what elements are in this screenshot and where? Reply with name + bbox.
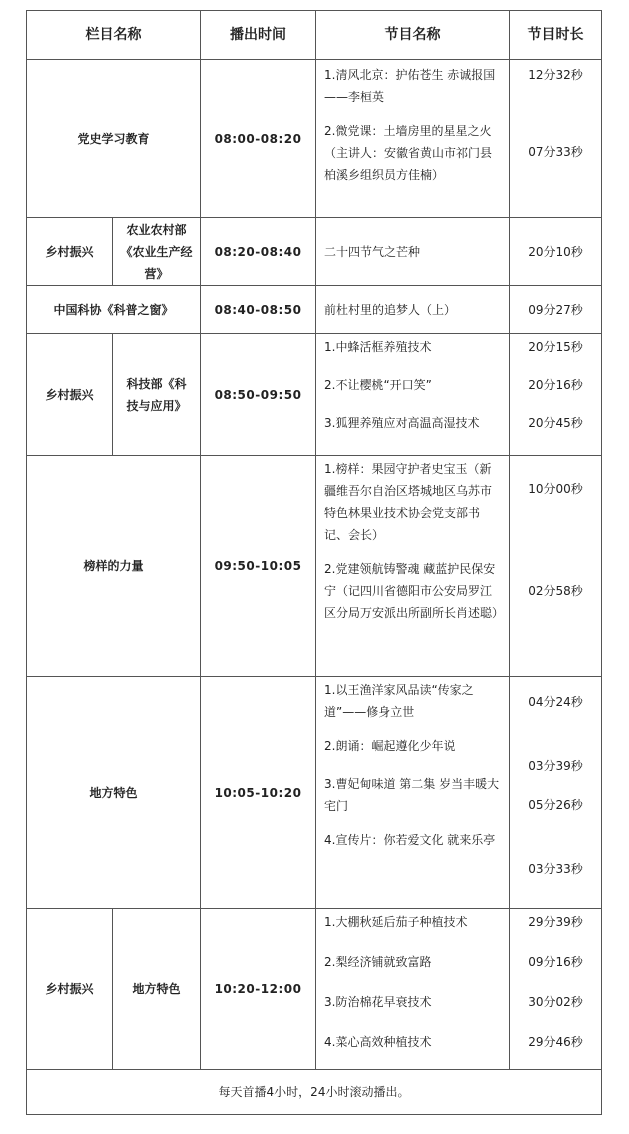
table-row [27, 677, 602, 909]
air-time-cell: 08:20-08:40 [201, 218, 316, 286]
column-name-cell: 乡村振兴 [27, 334, 113, 456]
duration-item: 10分00秒 [528, 482, 583, 496]
column-name-cell: 中国科协《科普之窗》 [27, 286, 201, 334]
column-name-cell: 地方特色 [27, 677, 201, 909]
table-row [27, 60, 602, 218]
header-program-name: 节目名称 [316, 11, 510, 60]
header-column-name: 栏目名称 [27, 11, 201, 60]
footer-note: 每天首播4小时，24小时滚动播出。 [27, 1070, 602, 1115]
duration-item: 03分39秒 [528, 759, 583, 773]
table-row [27, 456, 602, 677]
duration-item: 03分33秒 [528, 862, 583, 876]
program-item: 3.曹妃甸味道 第二集 岁当丰暖大宅门 [324, 777, 500, 813]
program-item: 1.榜样：果园守护者史宝玉（新疆维吾尔自治区塔城地区乌苏市特色林果业技术协会党支部书记、会长） [324, 462, 493, 542]
program-cell [316, 909, 510, 1070]
program-item: 2.党建领航铸警魂 藏蓝护民保安宁（记四川省德阳市公安局罗江区分局万安派出所副所长肖述聪） [324, 562, 505, 620]
table-row [27, 909, 602, 1070]
air-time-cell: 08:50-09:50 [201, 334, 316, 456]
program-item: 3.防治棉花早衰技术 [324, 995, 432, 1009]
duration-item: 07分33秒 [528, 145, 583, 159]
duration-item: 05分26秒 [528, 798, 583, 812]
duration-item: 20分10秒 [528, 244, 583, 259]
duration-item: 12分32秒 [528, 68, 583, 82]
duration-item: 09分27秒 [528, 302, 583, 317]
program-item: 前杜村里的追梦人（上） [324, 302, 457, 317]
program-item: 二十四节气之芒种 [324, 244, 421, 259]
program-item: 1.清风北京：护佑苍生 赤诚报国——李桓英 [324, 68, 496, 104]
air-time-cell: 08:00-08:20 [201, 60, 316, 218]
program-item: 2.朗诵：崛起遵化少年说 [324, 739, 456, 753]
header-air-time: 播出时间 [201, 11, 316, 60]
header-row [27, 11, 602, 60]
duration-cell [510, 286, 602, 334]
column-name-cell: 榜样的力量 [27, 456, 201, 677]
duration-cell [510, 218, 602, 286]
header-duration: 节目时长 [510, 11, 602, 60]
air-time-cell: 10:20-12:00 [201, 909, 316, 1070]
sub-column-cell: 农业农村部《农业生产经营》 [113, 218, 201, 286]
program-item: 2.不让樱桃“开口笑” [324, 378, 432, 392]
column-name-cell: 党史学习教育 [27, 60, 201, 218]
program-item: 1.以王渔洋家风品读“传家之道”——修身立世 [324, 683, 474, 719]
table-row [27, 218, 602, 286]
program-cell [316, 456, 510, 677]
program-item: 1.大棚秋延后茄子种植技术 [324, 915, 468, 929]
program-item: 2.微党课：土墙房里的星星之火（主讲人：安徽省黄山市祁门县柏溪乡组织员方佳楠） [324, 124, 493, 182]
column-name-cell: 乡村振兴 [27, 909, 113, 1070]
duration-item: 29分39秒 [528, 915, 583, 929]
air-time-cell: 10:05-10:20 [201, 677, 316, 909]
duration-item: 20分16秒 [528, 378, 583, 392]
table-row [27, 334, 602, 456]
duration-cell [510, 909, 602, 1070]
sub-column-cell: 科技部《科技与应用》 [113, 334, 201, 456]
duration-item: 20分45秒 [528, 416, 583, 430]
duration-cell [510, 456, 602, 677]
program-cell [316, 677, 510, 909]
duration-cell [510, 334, 602, 456]
duration-item: 29分46秒 [528, 1035, 583, 1049]
air-time-cell: 08:40-08:50 [201, 286, 316, 334]
program-cell [316, 286, 510, 334]
duration-item: 04分24秒 [528, 695, 583, 709]
duration-cell [510, 60, 602, 218]
program-item: 4.宣传片：你若爱文化 就来乐亭 [324, 833, 496, 847]
program-item: 2.梨经济铺就致富路 [324, 955, 432, 969]
duration-cell [510, 677, 602, 909]
program-cell [316, 60, 510, 218]
program-cell [316, 218, 510, 286]
table-row [27, 286, 602, 334]
column-name-cell: 乡村振兴 [27, 218, 113, 286]
program-item: 1.中蜂活框养殖技术 [324, 340, 432, 354]
program-item: 3.狐狸养殖应对高温高湿技术 [324, 416, 480, 430]
duration-item: 02分58秒 [528, 584, 583, 598]
program-item: 4.菜心高效种植技术 [324, 1035, 432, 1049]
footer-row [27, 1070, 602, 1115]
schedule-table [26, 10, 602, 1115]
sub-column-cell: 地方特色 [113, 909, 201, 1070]
air-time-cell: 09:50-10:05 [201, 456, 316, 677]
duration-item: 09分16秒 [528, 955, 583, 969]
duration-item: 20分15秒 [528, 340, 583, 354]
program-cell [316, 334, 510, 456]
duration-item: 30分02秒 [528, 995, 583, 1009]
